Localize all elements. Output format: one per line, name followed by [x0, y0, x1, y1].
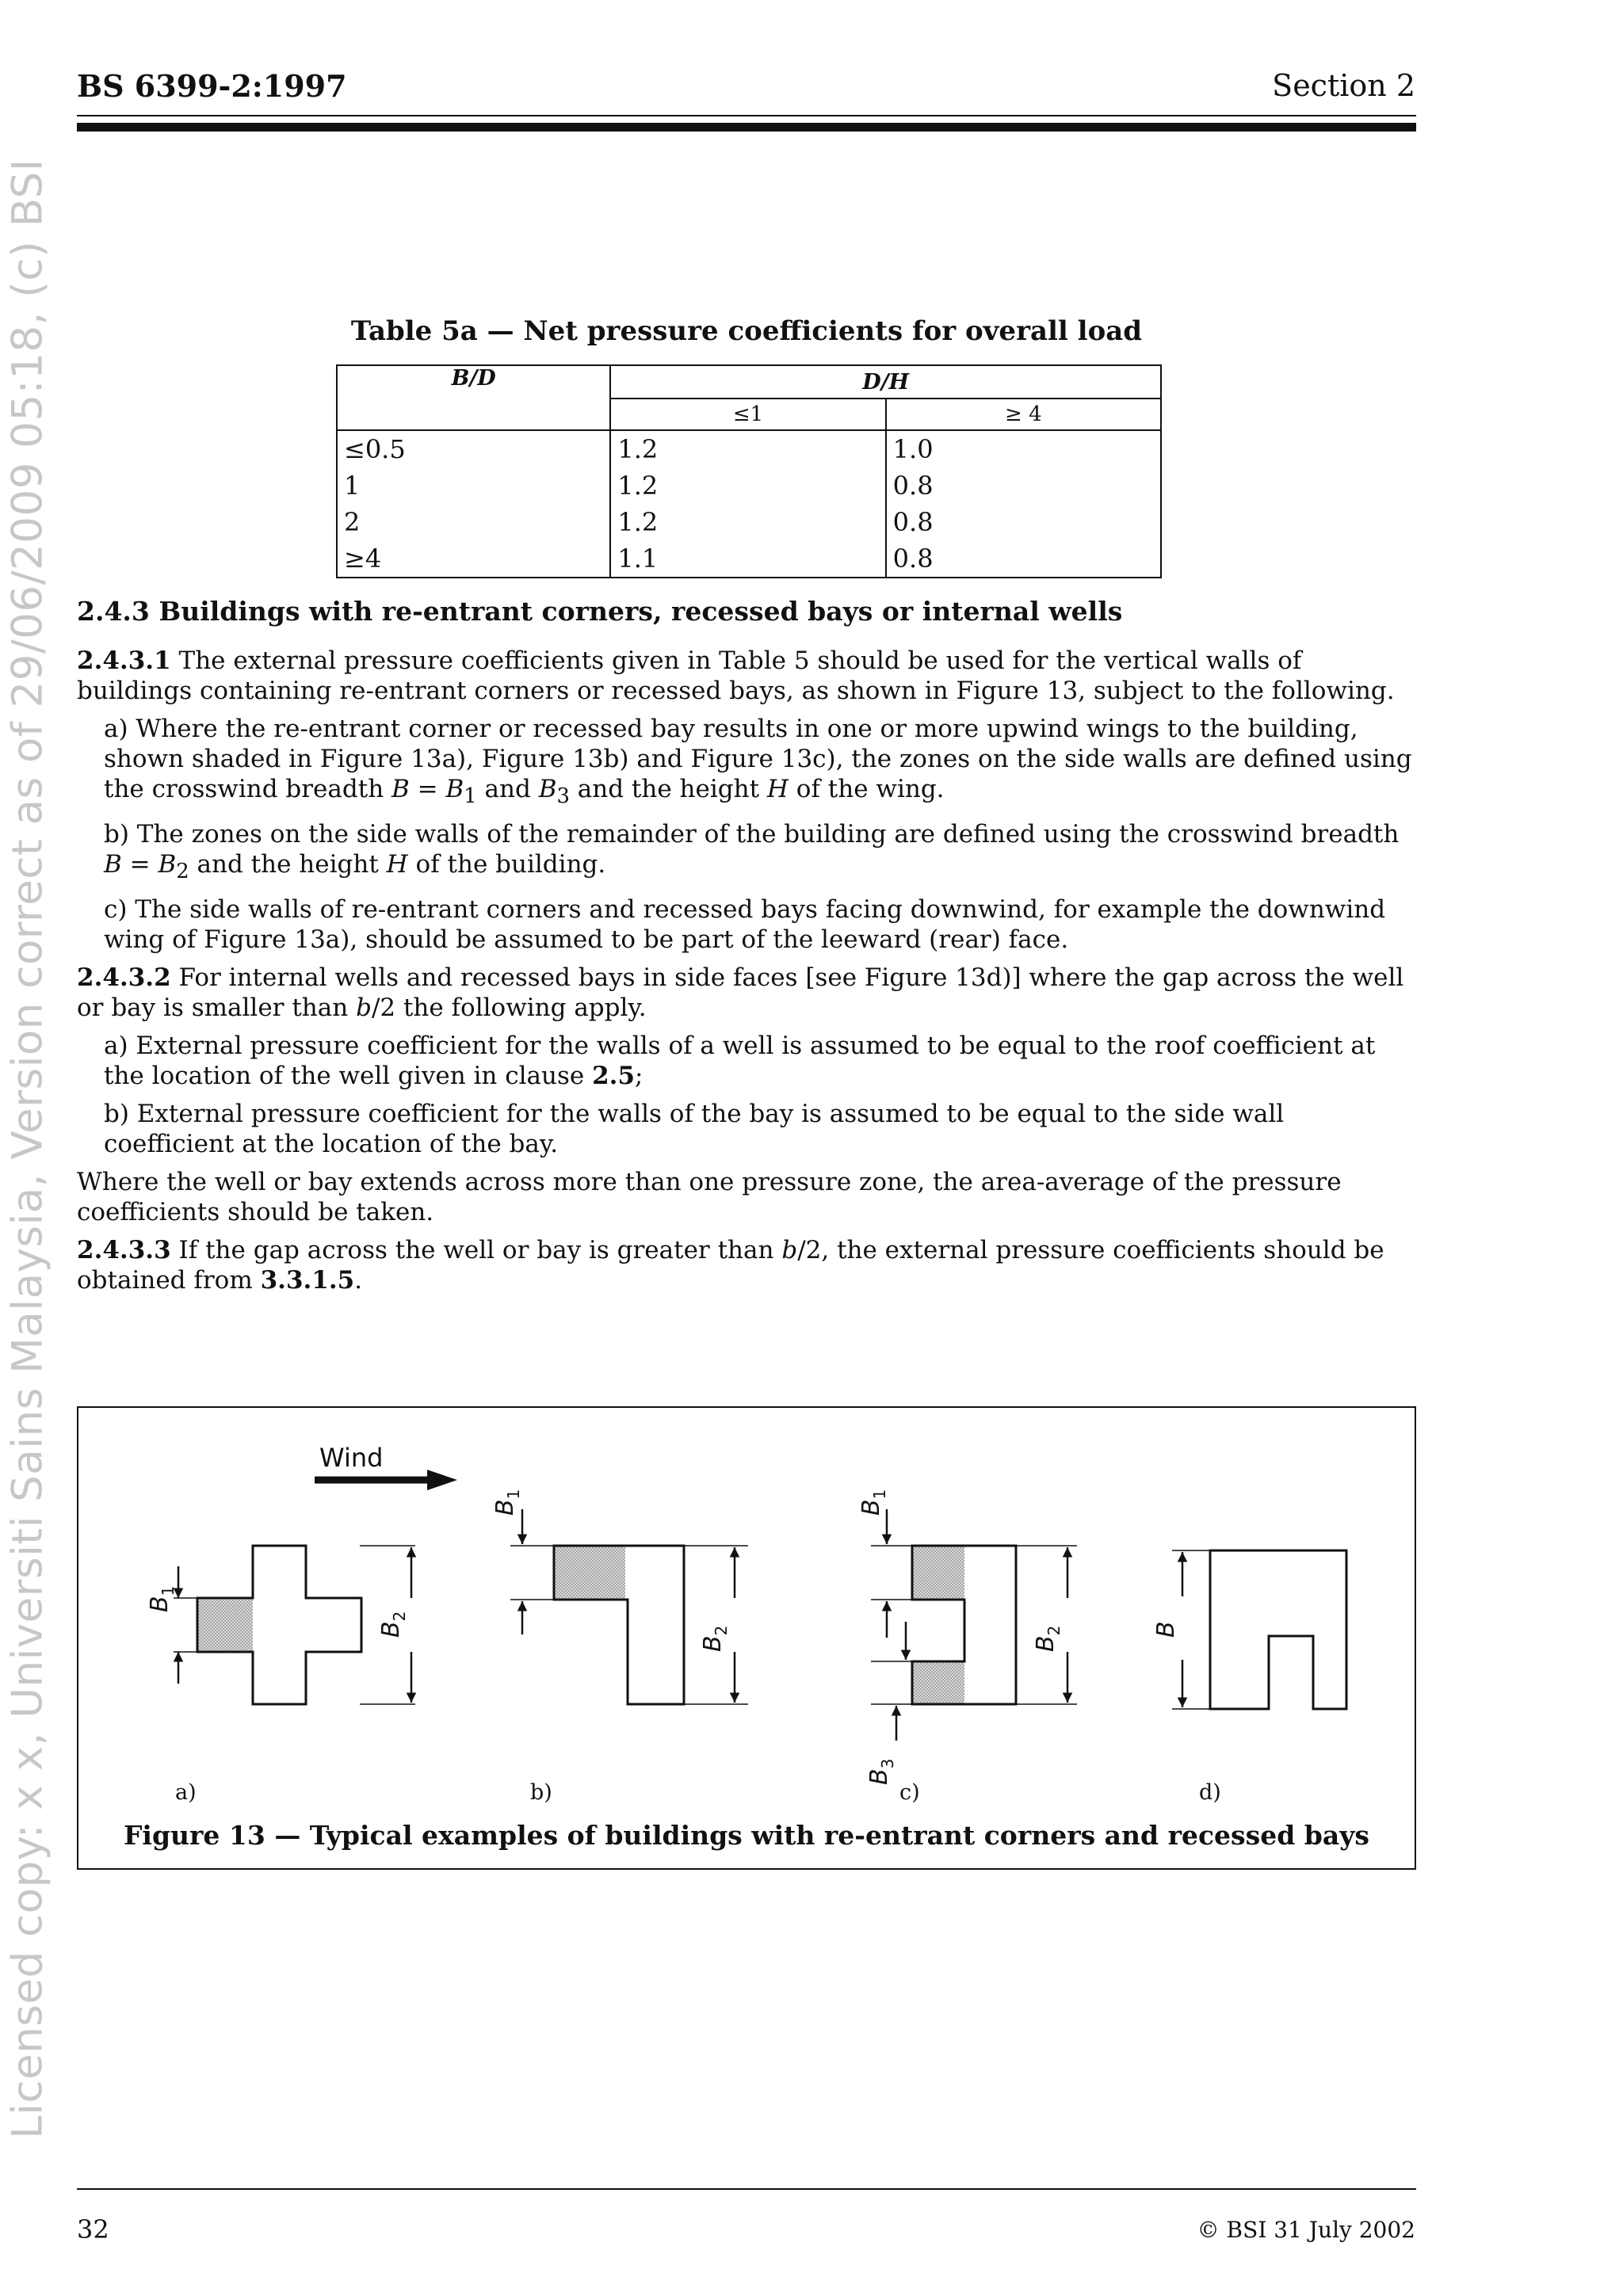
- label-b1-a: $B_1$: [146, 1585, 178, 1612]
- list-item-c: c) The side walls of re-entrant corners and recessed bays facing downwind, for example the downwind wing of Figure 13a), should be assumed to be part of the leeward (rear) face.: [104, 895, 1386, 955]
- copyright-notice: © BSI 31 July 2002: [1197, 2217, 1415, 2243]
- cell-bd: ≤0.5: [337, 430, 610, 467]
- table-row: [337, 504, 1161, 540]
- label-b2-c: $B_2$: [1032, 1625, 1064, 1652]
- label-b1-c: $B_1$: [857, 1489, 889, 1516]
- section-heading: 2.4.3 Buildings with re-entrant corners, recessed bays or internal wells: [77, 596, 1123, 627]
- building-b: [510, 1509, 748, 1704]
- panel-label-b: b): [530, 1780, 552, 1805]
- clause-number: 2.4.3.1: [77, 646, 171, 675]
- table-title: Table 5a — Net pressure coefficients for overall load: [350, 315, 1143, 347]
- cell-bd: 1: [337, 467, 610, 504]
- figure-13: [77, 1406, 1416, 1870]
- paragraph-where: Where the well or bay extends across more than one pressure zone, the area-average of the pressure coefficients should be taken.: [77, 1168, 1342, 1227]
- list-item-b: b) External pressure coefficient for the walls of the bay is assumed to be equal to the side wall coefficient at the location of the bay.: [104, 1100, 1285, 1159]
- column-header-bd: B/D: [337, 365, 610, 430]
- shaded-wing: [197, 1598, 253, 1652]
- table-row: [337, 430, 1161, 467]
- header-rule-thick: [77, 123, 1416, 132]
- cell-ge4: 0.8: [886, 504, 1161, 540]
- header-rule-thin: [77, 115, 1416, 116]
- figure-caption: Figure 13 — Typical examples of buildings with re-entrant corners and recessed bays: [124, 1820, 1369, 1851]
- pressure-coefficient-table: [336, 364, 1162, 578]
- paragraph-2-4-3-2: 2.4.3.2 For internal wells and recessed bays in side faces [see Figure 13d)] where the gap across the well or bay is smaller than b/2 the following apply.: [77, 963, 1404, 1023]
- label-b2-a: $B_2$: [377, 1611, 409, 1638]
- section-label: Section 2: [1272, 68, 1415, 103]
- label-b2-b: $B_2$: [699, 1625, 731, 1652]
- cell-le1: 1.1: [610, 540, 885, 578]
- body-text: [77, 646, 1416, 1295]
- shaded-wing: [554, 1546, 625, 1600]
- label-b3-c: $B_3$: [865, 1758, 897, 1785]
- column-header-le1: ≤1: [610, 399, 885, 430]
- shaded-wing: [912, 1546, 964, 1600]
- figure-13-drawing: [78, 1408, 1415, 1868]
- license-watermark: [0, 0, 55, 2296]
- cell-le1: 1.2: [610, 430, 885, 467]
- label-b1-b: $B_1$: [491, 1489, 523, 1516]
- paragraph-2-4-3-3: 2.4.3.3 If the gap across the well or bay is greater than b/2, the external pressure coefficients should be obtained from 3.3.1.5.: [77, 1236, 1384, 1295]
- list-item-a: a) Where the re-entrant corner or recessed bay results in one or more upwind wings to the building, shown shaded in Figure 13a), Figure 13b) and Figure 13c), the zones on the side walls are defined using the crosswind breadth $B = B_1$ and $B_3$ and the height H of the wing.: [104, 715, 1412, 809]
- cell-ge4: 0.8: [886, 540, 1161, 578]
- cell-ge4: 0.8: [886, 467, 1161, 504]
- paragraph-2-4-3-1: 2.4.3.1 The external pressure coefficients given in Table 5 should be used for the vertical walls of buildings containing re-entrant corners or recessed bays, as shown in Figure 13, subject to the following.: [77, 646, 1395, 705]
- shaded-wing: [912, 1661, 964, 1704]
- watermark-text: Licensed copy: x x, Universiti Sains Malaysia, Version correct as of 29/06/2009 05:18, (c) BSI: [3, 158, 52, 2139]
- column-header-dh: D/H: [610, 365, 1161, 399]
- building-d: [1172, 1550, 1346, 1709]
- list-item-a: a) External pressure coefficient for the walls of a well is assumed to be equal to the roof coefficient at the location of the well given in clause 2.5;: [104, 1032, 1376, 1091]
- building-c: [871, 1509, 1077, 1741]
- panel-label-c: c): [899, 1780, 920, 1805]
- panel-label-a: a): [175, 1780, 197, 1805]
- table-row: [337, 540, 1161, 578]
- wind-label: Wind: [319, 1443, 384, 1473]
- panel-label-d: d): [1199, 1780, 1221, 1805]
- document-code: BS 6399-2:1997: [77, 68, 347, 104]
- cell-bd: ≥4: [337, 540, 610, 578]
- page-number: 32: [77, 2214, 109, 2245]
- cell-ge4: 1.0: [886, 430, 1161, 467]
- cell-bd: 2: [337, 504, 610, 540]
- cell-le1: 1.2: [610, 467, 885, 504]
- table-row: [337, 467, 1161, 504]
- list-item-b: b) The zones on the side walls of the remainder of the building are defined using the crosswind breadth $B = B_2$ and the height H of the building.: [104, 820, 1400, 884]
- footer-rule: [77, 2188, 1416, 2190]
- label-b-d: B: [1152, 1621, 1180, 1638]
- cell-le1: 1.2: [610, 504, 885, 540]
- column-header-ge4: ≥ 4: [886, 399, 1161, 430]
